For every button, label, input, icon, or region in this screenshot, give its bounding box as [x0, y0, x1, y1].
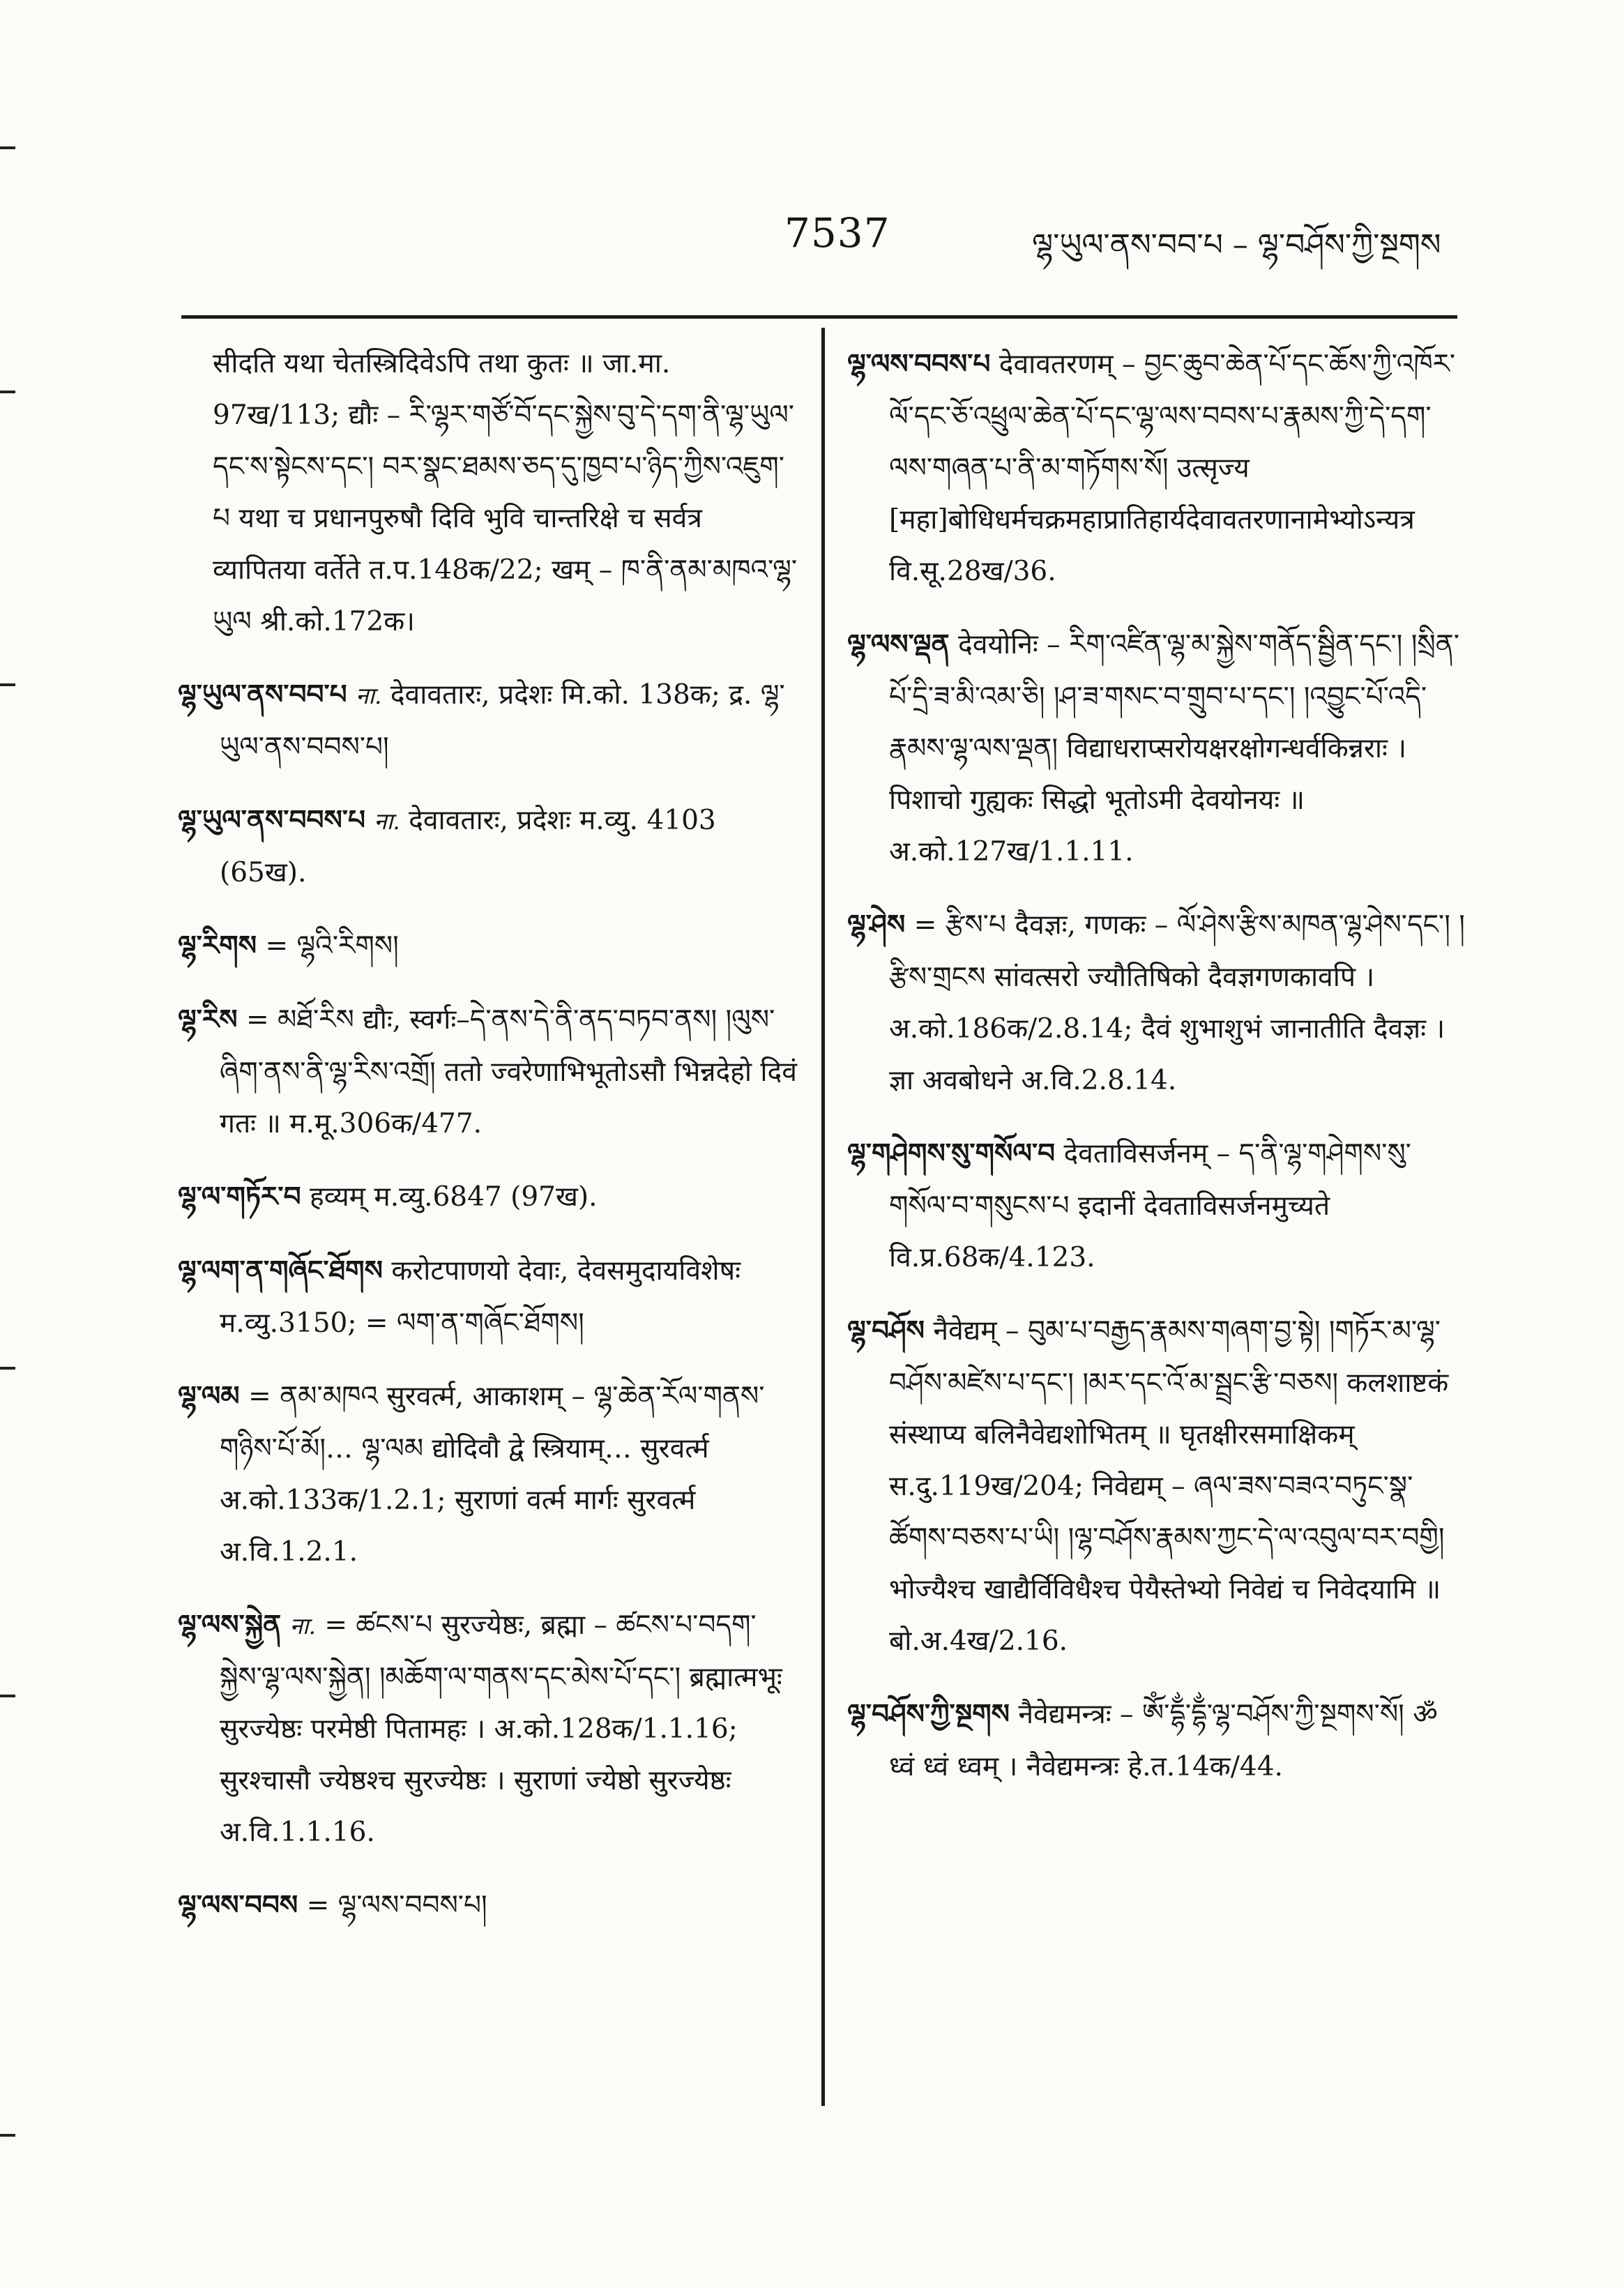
- header-rule: [181, 315, 1457, 319]
- right-column: [847, 338, 1468, 1814]
- entry-headword: ལྷ་ཡུལ་ནས་བབ་པ: [178, 679, 347, 711]
- dictionary-entry: [847, 899, 1468, 1107]
- entry-headword: ལྷ་བཤོས་ཀྱི་སྔགས: [847, 1698, 1010, 1730]
- entry-headword: ལྷ་ལས་བབས: [178, 1889, 298, 1921]
- entry-headword: ལྷ་ལས་ལྡན: [847, 628, 950, 660]
- dictionary-entry: [178, 920, 798, 973]
- running-head: ལྷ་ཡུལ་ནས་བབ་པ – ལྷ་བཤོས་ཀྱི་སྔགས: [1032, 227, 1441, 263]
- entry-text: = ནམ་མཁའ सुरवर्त्म, आकाशम् – ལྷ་ཆེན་རོལ་གནས་གཉིས་པོ་མོ།… ལྷ་ལམ द्योदिवौ द्वे स्त्रियाम्… सुरवर्त्म अ.को.133क/1.2.1; सुराणां वर्त्म मार्गः सुरवर्त्म अ.वि.1.2.1.: [220, 1381, 765, 1568]
- dictionary-entry-continued: [178, 338, 798, 648]
- dictionary-entry: [178, 1879, 798, 1932]
- entry-text: देवावतरणम् – བྱང་ཆུབ་ཆེན་པོ་དང་ཆོས་ཀྱི་འཁོར་ལོ་དང་ཅོ་འཕྲུལ་ཆེན་པོ་དང་ལྷ་ལས་བབས་པ་རྣམས་ཀྱི་དེ་དག་ལས་གཞན་པ་ནི་མ་གཏོགས་སོ། उत्सृज्य [महा]बोधिधर्मचक्रमहाप्रातिहार्यदेवावतरणानामेभ्योऽन्यत्र वि.सू.28ख/36.: [889, 349, 1456, 587]
- scan-edge-marks: [0, 0, 21, 2288]
- dictionary-entry: [847, 1128, 1468, 1284]
- entry-text: देवावतारः, प्रदेशः मि.को. 138क; द्र. ལྷ་ཡུལ་ནས་བབས་པ།: [220, 679, 785, 763]
- entry-tag: ना.: [289, 1612, 316, 1639]
- entry-headword: ལྷ་རིས: [178, 1003, 238, 1036]
- entry-text: = ལྷའི་རིགས།: [265, 930, 399, 962]
- dictionary-entry: [847, 619, 1468, 878]
- dictionary-entry: [178, 1370, 798, 1578]
- entry-text: नैवेद्यम् – བུམ་པ་བརྒྱད་རྣམས་གཞག་བྱ་སྟེ། །གཏོར་མ་ལྷ་བཤོས་མཛེས་པ་དང་། །མར་དང་འོ་མ་སྦྲང་རྩི་བཅས། कलशाष्टकं संस्थाप्य बलिनैवेद्यशोभितम् ॥ घृतक्षीरसमाक्षिकम् स.दु.119ख/204; निवेद्यम् – ཞལ་ཟས་བཟའ་བཏུང་སྣ་ཚོགས་བཅས་པ་ཡི། །ལྷ་བཤོས་རྣམས་ཀྱང་དེ་ལ་འབུལ་བར་བགྱི། भोज्यैश्च खाद्यैर्विविधैश्च पेयैस्तेभ्यो निवेद्यं च निवेदयामि ॥ बो.अ.4ख/2.16.: [889, 1315, 1449, 1657]
- entry-text: = ཚངས་པ सुरज्येष्ठः, ब्रह्मा – ཚངས་པ་བདག་སྐྱེས་ལྷ་ལས་སྐྱེན། །མཆོག་ལ་གནས་དང་མེས་པོ་དང་། ब्रह्मात्मभूः सुरज्येष्ठः परमेष्ठी पितामहः । अ.को.128क/1.1.16; सुरश्चासौ ज्येष्ठश्च सुरज्येष्ठः । सुराणां ज्येष्ठो सुरज्येष्ठः अ.वि.1.1.16.: [220, 1609, 782, 1848]
- column-divider: [821, 328, 825, 2106]
- entry-headword: ལྷ་ལས་སྐྱེན: [178, 1609, 282, 1641]
- entry-text: देवयोनिः – རིག་འཛིན་ལྷ་མ་སྐྱེས་གནོད་སྦྱིན་དང་། །སྲིན་པོ་དྲི་ཟ་མི་འམ་ཅི། །ཤ་ཟ་གསང་བ་གྲུབ་པ་དང་། །འབྱུང་པོ་འདི་རྣམས་ལྷ་ལས་ལྡན། विद्याधराप्सरोयक्षरक्षोगन्धर्वकिन्नराः । पिशाचो गुह्यकः सिद्धो भूतोऽमी देवयोनयः ॥ अ.को.127ख/1.1.11.: [889, 629, 1459, 868]
- dictionary-entry: [178, 1599, 798, 1858]
- dictionary-entry: [178, 669, 798, 773]
- entry-headword: ལྷ་བཤོས: [847, 1315, 925, 1347]
- entry-text: देवावतारः, प्रदेशः म.व्यु. 4103 (65ख).: [220, 805, 716, 888]
- entry-tag: ना.: [356, 682, 382, 709]
- dictionary-entry: [847, 1688, 1468, 1793]
- entry-headword: ལྷ་ལ་གཏོར་བ: [178, 1181, 301, 1213]
- entry-text: = རྩིས་པ दैवज्ञः, गणकः – ལོ་ཤེས་རྩིས་མཁན་ལྷ་ཤེས་དང་། །རྩིས་གྲངས सांवत्सरो ज्यौतिषिको दैवज्ञगणकावपि । अ.को.186क/2.8.14; दैवं शुभाशुभं जानातीति दैवज्ञः । ज्ञा अवबोधने अ.वि.2.8.14.: [889, 909, 1465, 1096]
- entry-text: हव्यम् म.व्यु.6847 (97ख).: [310, 1181, 598, 1213]
- dictionary-entry: [178, 994, 798, 1150]
- entry-text: = ལྷ་ལས་བབས་པ།: [306, 1890, 487, 1921]
- entry-text: देवताविसर्जनम् – ད་ནི་ལྷ་གཤེགས་སུ་གསོལ་བ་གསུངས་པ इदानीं देवताविसर्जनमुच्यते वि.प्र.68क/4.123.: [889, 1138, 1411, 1273]
- dictionary-entry: [178, 1171, 798, 1224]
- entry-headword: ལྷ་རིགས: [178, 930, 257, 962]
- entry-headword: ལྷ་གཤེགས་སུ་གསོལ་བ: [847, 1137, 1056, 1169]
- entry-text: सीदति यथा चेतस्त्रिदिवेऽपि तथा कुतः ॥ जा.मा. 97ख/113; द्यौः – རི་ལྷར་གཙོ་བོ་དང་སྐྱེས་བུ་དེ་དག་ནི་ལྷ་ཡུལ་དང་ས་སྟེངས་དང་། བར་སྣང་ཐམས་ཅད་དུ་ཁྱབ་པ་ཉིད་ཀྱིས་འཇུག་པ यथा च प्रधानपुरुषौ दिवि भुवि चान्तरिक्षे च सर्वत्र व्यापितया वर्तेते त.प.148क/22; खम् – ཁ་ནི་ནམ་མཁའ་ལྷ་ཡུལ श्री.को.172क।: [213, 348, 798, 637]
- left-column: [178, 338, 798, 1953]
- entry-headword: ལྷ་ཤེས: [847, 909, 906, 941]
- dictionary-entry: [847, 1305, 1468, 1667]
- entry-headword: ལྷ་ལས་བབས་པ: [847, 348, 991, 380]
- dictionary-entry: [847, 338, 1468, 598]
- entry-text: करोटपाणयो देवाः, देवसमुदायविशेषः म.व्यु.3150; = ལག་ན་གཞོང་ཐོགས།: [220, 1255, 741, 1339]
- dictionary-entry: [178, 1245, 798, 1349]
- entry-text: = མཐོ་རིས द्यौः, स्वर्गः–དེ་ནས་དེ་ནི་ནད་བཏབ་ནས། །ལུས་ཞིག་ནས་ནི་ལྷ་རིས་འགྲོ། ततो ज्वरेणाभिभूतोऽसौ भिन्नदेहो दिवं गतः ॥ म.मू.306क/477.: [220, 1004, 797, 1139]
- entry-text: नैवेद्यमन्त्रः – ཨོཾ་དྷྂ་དྷྂ་ལྷ་བཤོས་ཀྱི་སྔགས་སོ། ॐ ध्वं ध्वं ध्वम् । नैवेद्यमन्त्रः हे.त.14क/44.: [889, 1699, 1438, 1782]
- entry-headword: ལྷ་ལམ: [178, 1380, 240, 1412]
- entry-headword: ལྷ་ཡུལ་ནས་བབས་པ: [178, 804, 365, 836]
- page-number: 7537: [784, 209, 890, 257]
- entry-tag: ना.: [374, 808, 400, 835]
- dictionary-entry: [178, 794, 798, 899]
- entry-headword: ལྷ་ལག་ན་གཞོང་ཐོགས: [178, 1255, 383, 1287]
